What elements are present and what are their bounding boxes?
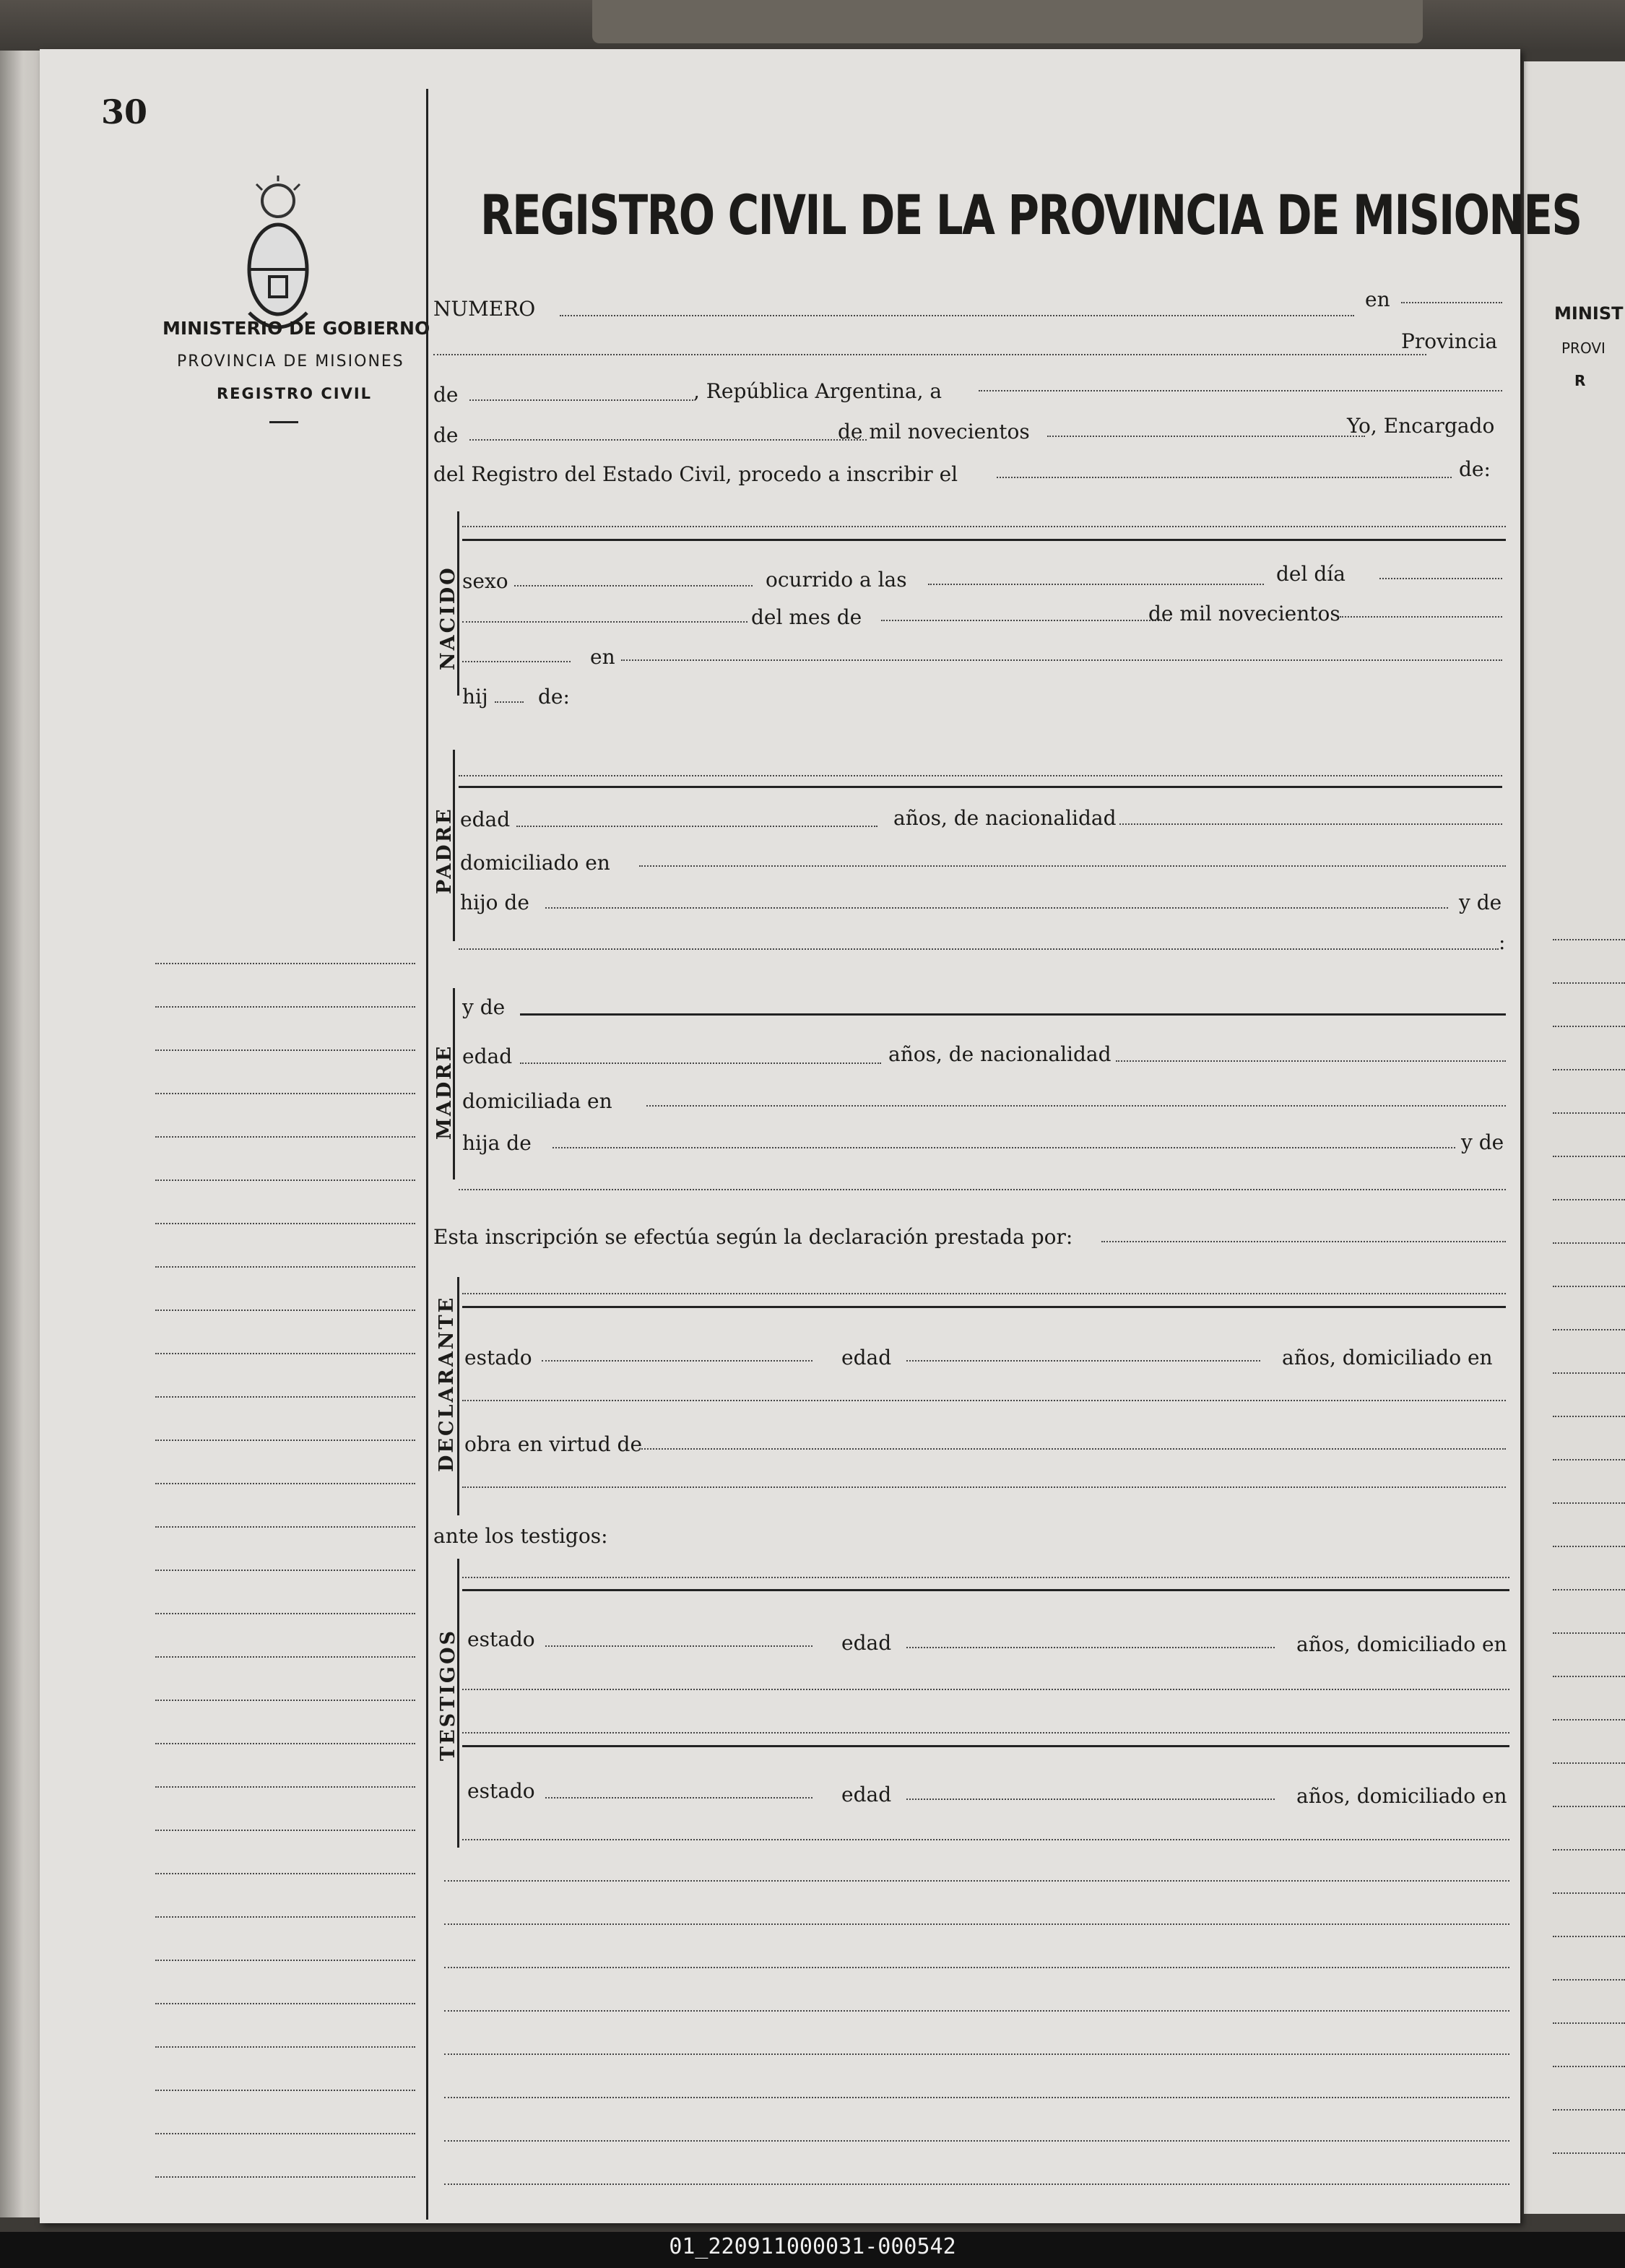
- margin-rule-line: [155, 1180, 415, 1181]
- margin-rule-line: [155, 1440, 415, 1441]
- label-de-colon: de:: [1459, 457, 1491, 481]
- label-hijo-de: hijo de: [460, 891, 529, 914]
- registry-name: REGISTRO CIVIL: [217, 385, 373, 402]
- label-padre-edad: edad: [460, 808, 511, 831]
- margin-rule-line: [155, 1960, 415, 1961]
- field-padre-edad: [516, 826, 878, 827]
- field-en: [1401, 302, 1502, 303]
- section-testigos: TESTIGOS: [437, 1629, 459, 1761]
- margin-rule-line: [155, 1396, 415, 1398]
- field-testigo2-estado: [545, 1797, 812, 1799]
- right-rule-line: [1553, 1762, 1625, 1764]
- label-padre-y-de: y de: [1459, 891, 1502, 914]
- margin-rule-line: [155, 1266, 415, 1268]
- margin-rule-line: [155, 1743, 415, 1744]
- label-hij: hij: [462, 685, 488, 709]
- field-testigo1-edad: [906, 1647, 1275, 1648]
- label-en: en: [1365, 287, 1390, 311]
- right-rule-line: [1553, 1242, 1625, 1244]
- right-rule-line: [1553, 1502, 1625, 1504]
- right-rule-line: [1553, 1026, 1625, 1027]
- margin-rule-line: [155, 1526, 415, 1528]
- right-rule-line: [1553, 982, 1625, 984]
- right-rule-line: [1553, 1892, 1625, 1894]
- right-rule-line: [1553, 1372, 1625, 1374]
- field-padre-nac: [1119, 823, 1502, 825]
- field-padre-madre: [459, 948, 1499, 950]
- label-declarante-anios: años, domiciliado en: [1282, 1346, 1493, 1369]
- label-del-mes: del mes de: [751, 605, 862, 629]
- label-testigo2-edad: edad: [841, 1783, 892, 1806]
- declarante-rule: [462, 1306, 1506, 1308]
- label-de-2: de: [433, 423, 459, 447]
- field-hora-2: [462, 661, 571, 662]
- label-testigo1-edad: edad: [841, 1631, 892, 1655]
- field-declarante-edad: [906, 1360, 1260, 1362]
- field-testigo1-estado: [545, 1645, 812, 1647]
- field-hora: [928, 584, 1264, 585]
- label-padre-anios: años, de nacionalidad: [893, 806, 1117, 830]
- right-rule-line: [1553, 1676, 1625, 1677]
- label-yo: Yo, Encargado: [1347, 414, 1495, 438]
- label-padre-domiciliado: domiciliado en: [460, 851, 610, 875]
- page-number: 30: [101, 92, 148, 131]
- margin-rule-line: [155, 1786, 415, 1788]
- field-mes: [881, 620, 1170, 621]
- field-hija-de: [552, 1147, 1455, 1148]
- right-rule-line: [1553, 1199, 1625, 1200]
- testigo2-rule: [462, 1745, 1509, 1747]
- label-testigos-intro: ante los testigos:: [433, 1524, 608, 1548]
- margin-rule-line: [155, 1830, 415, 1831]
- notes-rule-line: [444, 1967, 1509, 1968]
- margin-rule-line: [155, 2090, 415, 2091]
- right-rule-line: [1553, 1589, 1625, 1590]
- declarante-name-line: [462, 1293, 1506, 1294]
- madre-rule: [520, 1013, 1506, 1016]
- right-rule-line: [1553, 1936, 1625, 1937]
- label-madre-edad: edad: [462, 1044, 513, 1068]
- label-madre-domiciliada: domiciliada en: [462, 1089, 612, 1113]
- label-del-registro: del Registro del Estado Civil, procedo a inscribir el: [433, 462, 958, 486]
- field-de-2: [469, 439, 867, 441]
- label-testigo2-anios: años, domiciliado en: [1296, 1784, 1507, 1808]
- right-rule-line: [1553, 1849, 1625, 1851]
- margin-rule-line: [155, 1353, 415, 1354]
- margin-rule-line: [155, 1570, 415, 1571]
- field-lugar: [621, 659, 1502, 661]
- right-rule-line: [1553, 1806, 1625, 1807]
- field-anio: [1047, 436, 1365, 437]
- margin-rule-line: [155, 963, 415, 964]
- registry-page: [40, 49, 1582, 2223]
- notes-rule-line: [444, 2183, 1509, 2185]
- field-madre-padres: [459, 1189, 1506, 1190]
- label-sexo: sexo: [462, 569, 508, 593]
- label-nacido-mil: de mil novecientos: [1148, 602, 1340, 626]
- padre-rule: [459, 786, 1502, 788]
- margin-rule-line: [155, 2176, 415, 2178]
- testigo2-name-line: [462, 1732, 1509, 1734]
- right-rule-line: [1553, 1416, 1625, 1417]
- margin-rule-line: [155, 1700, 415, 1701]
- label-del-dia: del día: [1276, 562, 1346, 586]
- notes-rule-line: [444, 1923, 1509, 1925]
- nacido-name-line: [462, 526, 1506, 527]
- label-declarante-estado: estado: [464, 1346, 532, 1369]
- label-declaracion: Esta inscripción se efectúa según la declaración prestada por:: [433, 1225, 1073, 1249]
- margin-rule-line: [155, 1049, 415, 1051]
- field-hij: [495, 701, 524, 703]
- label-madre-y-de: y de: [462, 995, 506, 1019]
- right-rule-line: [1553, 939, 1625, 940]
- field-numero: [560, 315, 1354, 316]
- notes-rule-line: [444, 2140, 1509, 2142]
- label-testigo1-anios: años, domiciliado en: [1296, 1632, 1507, 1656]
- right-rule-line: [1553, 2022, 1625, 2024]
- field-declaracion: [1101, 1241, 1506, 1242]
- label-padre-colon: :: [1499, 930, 1506, 954]
- right-rule-line: [1553, 1286, 1625, 1287]
- label-provincia: Provincia: [1401, 329, 1498, 353]
- margin-rule-line: [155, 1223, 415, 1224]
- right-rule-line: [1553, 1459, 1625, 1460]
- divider: [269, 421, 298, 423]
- coat-of-arms-icon: [235, 176, 321, 342]
- label-de-mil: de mil novecientos: [838, 420, 1030, 443]
- margin-rule-line: [155, 1483, 415, 1484]
- margin-rule-line: [155, 1656, 415, 1658]
- right-rule-line: [1553, 1112, 1625, 1114]
- nacido-rule: [462, 539, 1506, 541]
- label-nacido-en: en: [590, 645, 615, 669]
- field-inscribir: [997, 477, 1452, 478]
- notes-rule-line: [444, 1880, 1509, 1882]
- footer-id: 01_220911000031-000542: [669, 2234, 956, 2259]
- right-rule-line: [1553, 2066, 1625, 2067]
- margin-rule-line: [155, 1873, 415, 1874]
- section-madre: MADRE: [433, 1044, 456, 1140]
- right-rule-line: [1553, 1069, 1625, 1070]
- right-rule-line: [1553, 1546, 1625, 1547]
- label-testigo1-estado: estado: [467, 1627, 535, 1651]
- right-rule-line: [1553, 2152, 1625, 2154]
- field-testigo2-domicilio: [462, 1839, 1509, 1840]
- section-declarante: DECLARANTE: [436, 1295, 458, 1472]
- padre-name-line: [459, 775, 1502, 776]
- section-nacido: NACIDO: [437, 566, 459, 670]
- main-rule: [426, 89, 428, 2220]
- margin-rule-line: [155, 1006, 415, 1008]
- label-madre-anios: años, de nacionalidad: [888, 1042, 1112, 1066]
- label-declarante-edad: edad: [841, 1346, 892, 1369]
- field-sexo: [514, 585, 753, 587]
- label-republica: , República Argentina, a: [693, 379, 942, 403]
- right-rule-line: [1553, 1632, 1625, 1634]
- field-a: [979, 390, 1502, 391]
- label-ocurrido: ocurrido a las: [766, 568, 907, 592]
- field-testigo1-domicilio: [462, 1689, 1509, 1690]
- notes-rule-line: [444, 2097, 1509, 2098]
- province-name: PROVINCIA DE MISIONES: [177, 352, 404, 371]
- margin-rule-line: [155, 1136, 415, 1138]
- field-provincia: [433, 354, 1426, 355]
- field-madre-nac: [1116, 1060, 1506, 1062]
- margin-rule-line: [155, 2133, 415, 2134]
- testigo1-name-line: [462, 1577, 1509, 1578]
- notes-rule-line: [444, 2010, 1509, 2012]
- right-rule-line: [1553, 2109, 1625, 2111]
- field-hijo-de: [545, 907, 1448, 909]
- field-obra-2: [462, 1486, 1506, 1488]
- label-numero: NUMERO: [433, 297, 536, 321]
- field-madre-domicilio: [646, 1105, 1506, 1107]
- label-obra: obra en virtud de: [464, 1432, 643, 1456]
- field-dia-2: [462, 621, 748, 623]
- field-de-1: [469, 399, 693, 401]
- right-page: [1524, 61, 1625, 2214]
- notes-rule-line: [444, 2053, 1509, 2055]
- right-registry: R: [1574, 372, 1586, 389]
- book-cloth: [592, 0, 1423, 43]
- field-madre-edad: [520, 1062, 881, 1064]
- right-rule-line: [1553, 1329, 1625, 1330]
- margin-rule-line: [155, 2046, 415, 2048]
- label-de-1: de: [433, 383, 459, 407]
- margin-rule-line: [155, 1093, 415, 1094]
- right-rule-line: [1553, 1719, 1625, 1721]
- right-rule-line: [1553, 1979, 1625, 1981]
- field-declarante-domicilio: [462, 1400, 1506, 1401]
- field-nacido-anio: [1340, 616, 1502, 618]
- testigo1-rule: [462, 1589, 1509, 1591]
- right-rule-line: [1553, 1156, 1625, 1157]
- field-testigo2-edad: [906, 1799, 1275, 1800]
- page-title: REGISTRO CIVIL DE LA PROVINCIA DE MISIONES: [480, 183, 1582, 247]
- ministry-name: MINISTERIO DE GOBIERNO: [162, 318, 430, 339]
- margin-rule-line: [155, 1310, 415, 1311]
- label-hij-de: de:: [538, 685, 570, 709]
- right-ministry: MINIST: [1554, 303, 1624, 324]
- section-padre: PADRE: [433, 807, 456, 894]
- label-madre-y-de2: y de: [1461, 1130, 1504, 1154]
- right-province: PROVI: [1561, 339, 1606, 357]
- margin-rule-line: [155, 1613, 415, 1614]
- field-padre-domicilio: [639, 865, 1506, 867]
- field-declarante-estado: [542, 1360, 812, 1362]
- margin-rule-line: [155, 2003, 415, 2004]
- label-hija-de: hija de: [462, 1131, 532, 1155]
- margin-rule-line: [155, 1916, 415, 1918]
- label-testigo2-estado: estado: [467, 1779, 535, 1803]
- field-obra: [639, 1448, 1506, 1450]
- field-dia: [1379, 578, 1502, 579]
